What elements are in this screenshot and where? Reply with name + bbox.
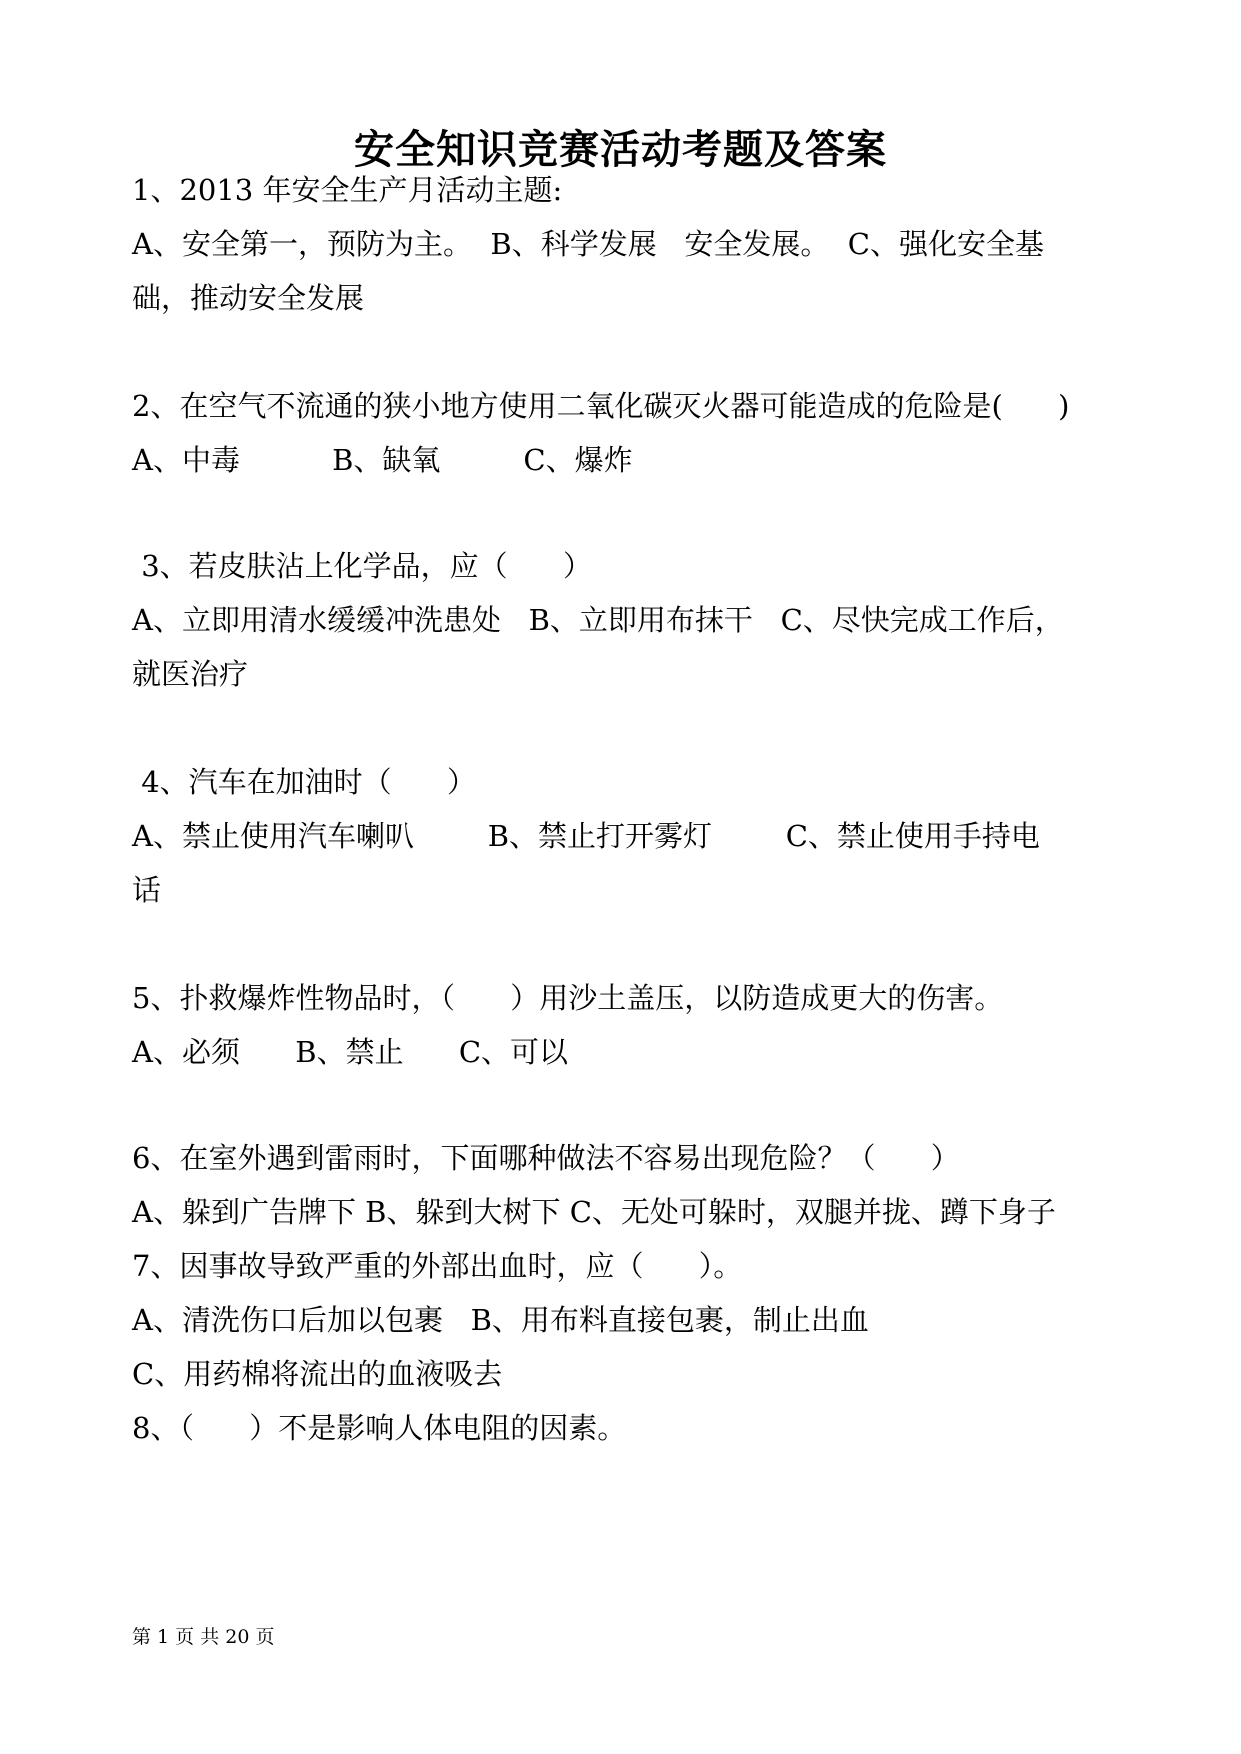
question-2-options: A、中毒 B、缺氧 C、爆炸 [132, 443, 633, 477]
question-4-options-line-2: 话 [132, 873, 162, 907]
question-4-text: 4、汽车在加油时（ ） [132, 765, 476, 799]
document-title: 安全知识竞赛活动考题及答案 [354, 126, 887, 173]
question-5-options: A、必须 B、禁止 C、可以 [132, 1035, 569, 1069]
question-7-text: 7、因事故导致严重的外部出血时，应（ ）。 [132, 1249, 743, 1283]
question-3-options-line-2: 就医治疗 [132, 657, 249, 691]
question-2-text: 2、在空气不流通的狭小地方使用二氧化碳灭火器可能造成的危险是( ) [132, 389, 1070, 423]
question-6-options: A、躲到广告牌下 B、躲到大树下 C、无处可躲时，双腿并拢、蹲下身子 [132, 1195, 1056, 1229]
question-3-text: 3、若皮肤沾上化学品，应（ ） [132, 549, 592, 583]
question-1-options-line-2: 础，推动安全发展 [132, 281, 365, 315]
question-7-options-line-2: C、用药棉将流出的血液吸去 [132, 1357, 503, 1391]
question-4-options-line-1: A、禁止使用汽车喇叭 B、禁止打开雾灯 C、禁止使用手持电 [132, 819, 1040, 853]
question-6-text: 6、在室外遇到雷雨时，下面哪种做法不容易出现危险？（ ） [132, 1141, 960, 1175]
page-footer: 第 1 页 共 20 页 [132, 1626, 275, 1648]
question-1-options-line-1: A、安全第一，预防为主。 B、科学发展 安全发展。 C、强化安全基 [132, 227, 1044, 261]
question-5-text: 5、扑救爆炸性物品时，（ ）用沙土盖压，以防造成更大的伤害。 [132, 981, 1004, 1015]
question-8-text: 8、（ ）不是影响人体电阻的因素。 [132, 1411, 627, 1445]
question-1-text: 1、2013 年安全生产月活动主题: [132, 173, 563, 207]
question-3-options-line-1: A、立即用清水缓缓冲洗患处 B、立即用布抹干 C、尽快完成工作后， [132, 603, 1064, 637]
question-7-options-line-1: A、清洗伤口后加以包裹 B、用布料直接包裹，制止出血 [132, 1303, 869, 1337]
